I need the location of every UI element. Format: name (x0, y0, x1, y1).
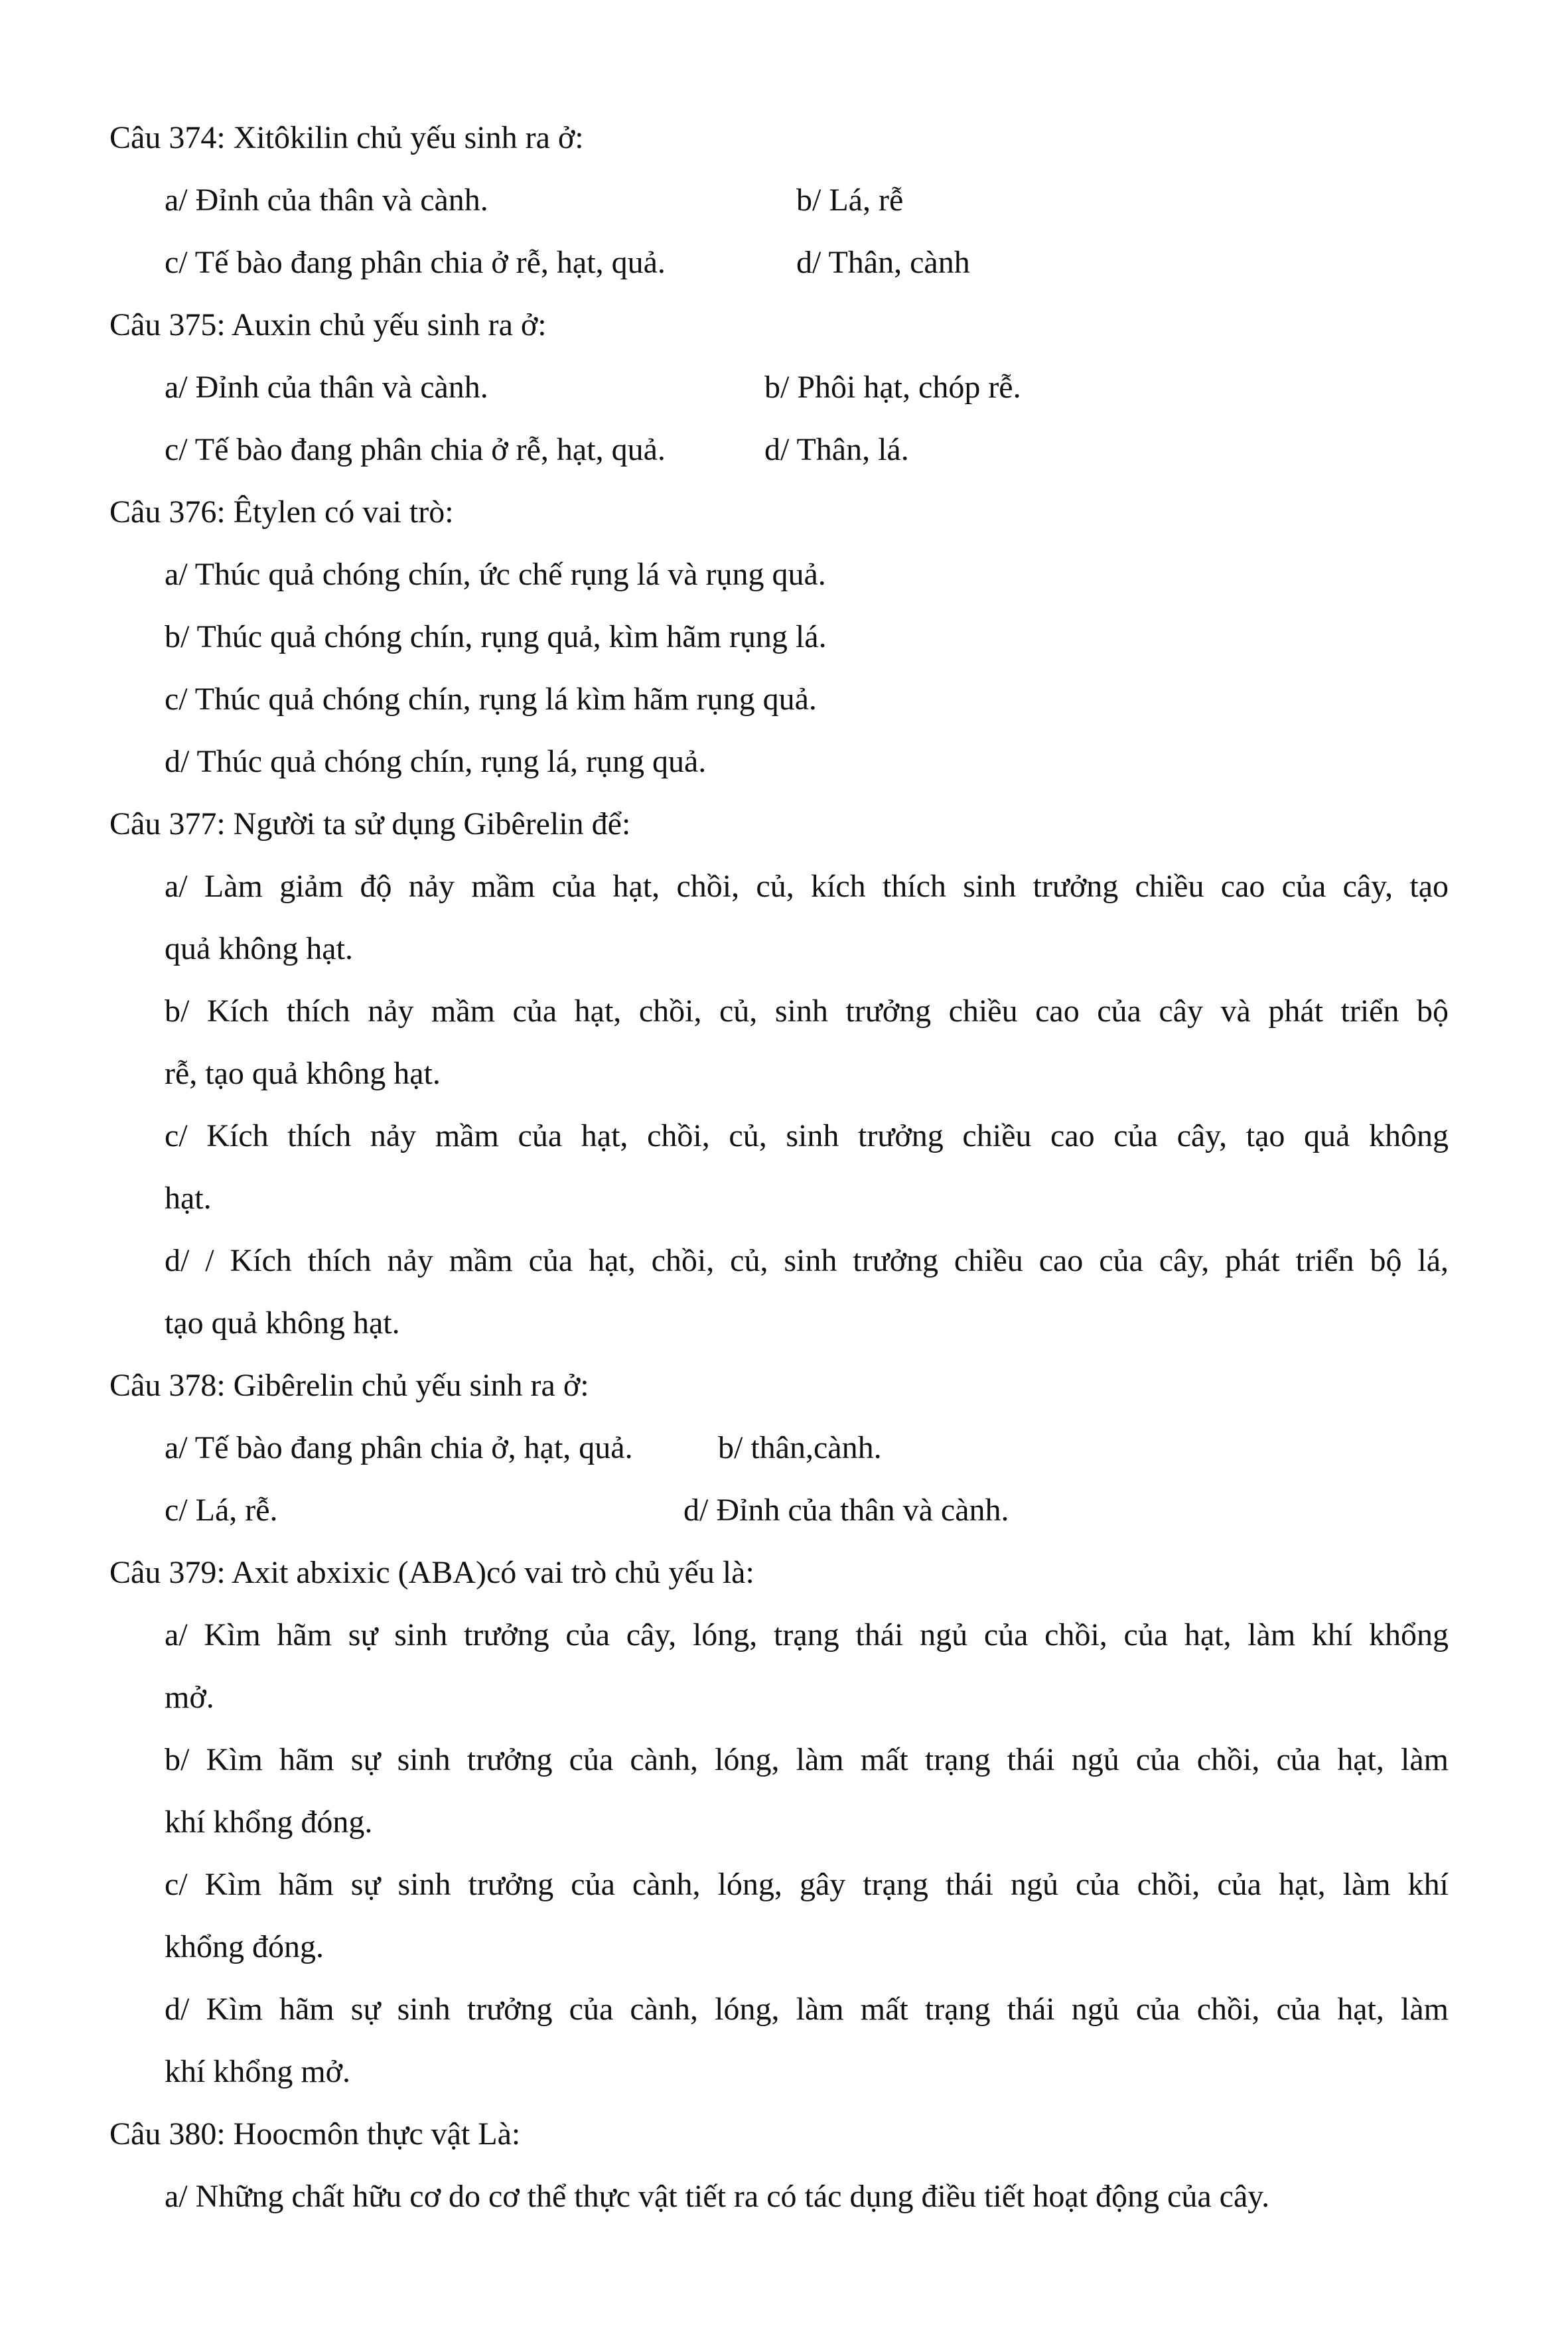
question-378-option-d: d/ Đỉnh của thân và cành. (683, 1493, 1009, 1528)
question-379-option-b-line1: b/ Kìm hãm sự sinh trưởng của cành, lóng, làm mất trạng thái ngủ của chồi, của hạt, làm (165, 1742, 1449, 1777)
question-379-title: Câu 379: Axit abxixic (ABA)có vai trò chủ yếu là: (109, 1555, 754, 1590)
question-379-option-a-line2: mở. (165, 1680, 214, 1715)
question-376-option-b: b/ Thúc quả chóng chín, rụng quả, kìm hãm rụng lá. (165, 619, 827, 654)
question-376-option-a: a/ Thúc quả chóng chín, ức chế rụng lá và rụng quả. (165, 557, 826, 592)
question-380-title: Câu 380: Hoocmôn thực vật Là: (109, 2116, 521, 2152)
question-375-option-d: d/ Thân, lá. (764, 432, 909, 467)
question-377-option-a-line2: quả không hạt. (165, 931, 353, 966)
question-379-option-b-line2: khí khổng đóng. (165, 1804, 373, 1840)
question-378-option-b: b/ thân,cành. (718, 1430, 882, 1465)
question-378-option-a: a/ Tế bào đang phân chia ở, hạt, quả. (165, 1430, 633, 1465)
question-378-title: Câu 378: Gibêrelin chủ yếu sinh ra ở: (109, 1368, 589, 1403)
question-380-option-a: a/ Những chất hữu cơ do cơ thể thực vật tiết ra có tác dụng điều tiết hoạt động của cây. (165, 2179, 1270, 2214)
question-374-option-d: d/ Thân, cành (796, 245, 970, 280)
question-377-option-c-line2: hạt. (165, 1181, 212, 1216)
question-374-option-b: b/ Lá, rễ (796, 183, 904, 218)
question-377-option-c-line1: c/ Kích thích nảy mầm của hạt, chồi, củ, sinh trưởng chiều cao của cây, tạo quả không (165, 1118, 1449, 1153)
question-379-option-a-line1: a/ Kìm hãm sự sinh trưởng của cây, lóng, trạng thái ngủ của chồi, của hạt, làm khí khổng (165, 1617, 1449, 1653)
question-377-option-b-line2: rễ, tạo quả không hạt. (165, 1056, 441, 1091)
question-377-option-d-line1: d/ / Kích thích nảy mầm của hạt, chồi, củ, sinh trưởng chiều cao của cây, phát triển bộ lá, (165, 1243, 1449, 1278)
question-374-option-c: c/ Tế bào đang phân chia ở rễ, hạt, quả. (165, 245, 666, 280)
question-375-option-b: b/ Phôi hạt, chóp rễ. (764, 370, 1021, 405)
question-379-option-c-line1: c/ Kìm hãm sự sinh trưởng của cành, lóng, gây trạng thái ngủ của chồi, của hạt, làm khí (165, 1867, 1449, 1902)
question-376-option-c: c/ Thúc quả chóng chín, rụng lá kìm hãm rụng quả. (165, 682, 817, 717)
question-377-option-b-line1: b/ Kích thích nảy mầm của hạt, chồi, củ, sinh trưởng chiều cao của cây và phát triển bộ (165, 993, 1449, 1029)
question-379-option-d-line1: d/ Kìm hãm sự sinh trưởng của cành, lóng, làm mất trạng thái ngủ của chồi, của hạt, làm (165, 1992, 1449, 2027)
question-379-option-d-line2: khí khổng mở. (165, 2054, 351, 2089)
question-377-title: Câu 377: Người ta sử dụng Gibêrelin để: (109, 806, 631, 842)
question-375-option-c: c/ Tế bào đang phân chia ở rễ, hạt, quả. (165, 432, 666, 467)
question-375-option-a: a/ Đỉnh của thân và cành. (165, 370, 488, 405)
question-376-option-d: d/ Thúc quả chóng chín, rụng lá, rụng quả. (165, 744, 707, 779)
question-377-option-a-line1: a/ Làm giảm độ nảy mầm của hạt, chồi, củ, kích thích sinh trưởng chiều cao của cây, tạo (165, 869, 1449, 904)
question-376-title: Câu 376: Êtylen có vai trò: (109, 494, 454, 530)
question-377-option-d-line2: tạo quả không hạt. (165, 1305, 400, 1341)
question-374-option-a: a/ Đỉnh của thân và cành. (165, 183, 488, 218)
question-374-title: Câu 374: Xitôkilin chủ yếu sinh ra ở: (109, 120, 584, 155)
question-378-option-c: c/ Lá, rễ. (165, 1493, 278, 1528)
question-375-title: Câu 375: Auxin chủ yếu sinh ra ở: (109, 307, 547, 342)
question-379-option-c-line2: khổng đóng. (165, 1929, 324, 1964)
